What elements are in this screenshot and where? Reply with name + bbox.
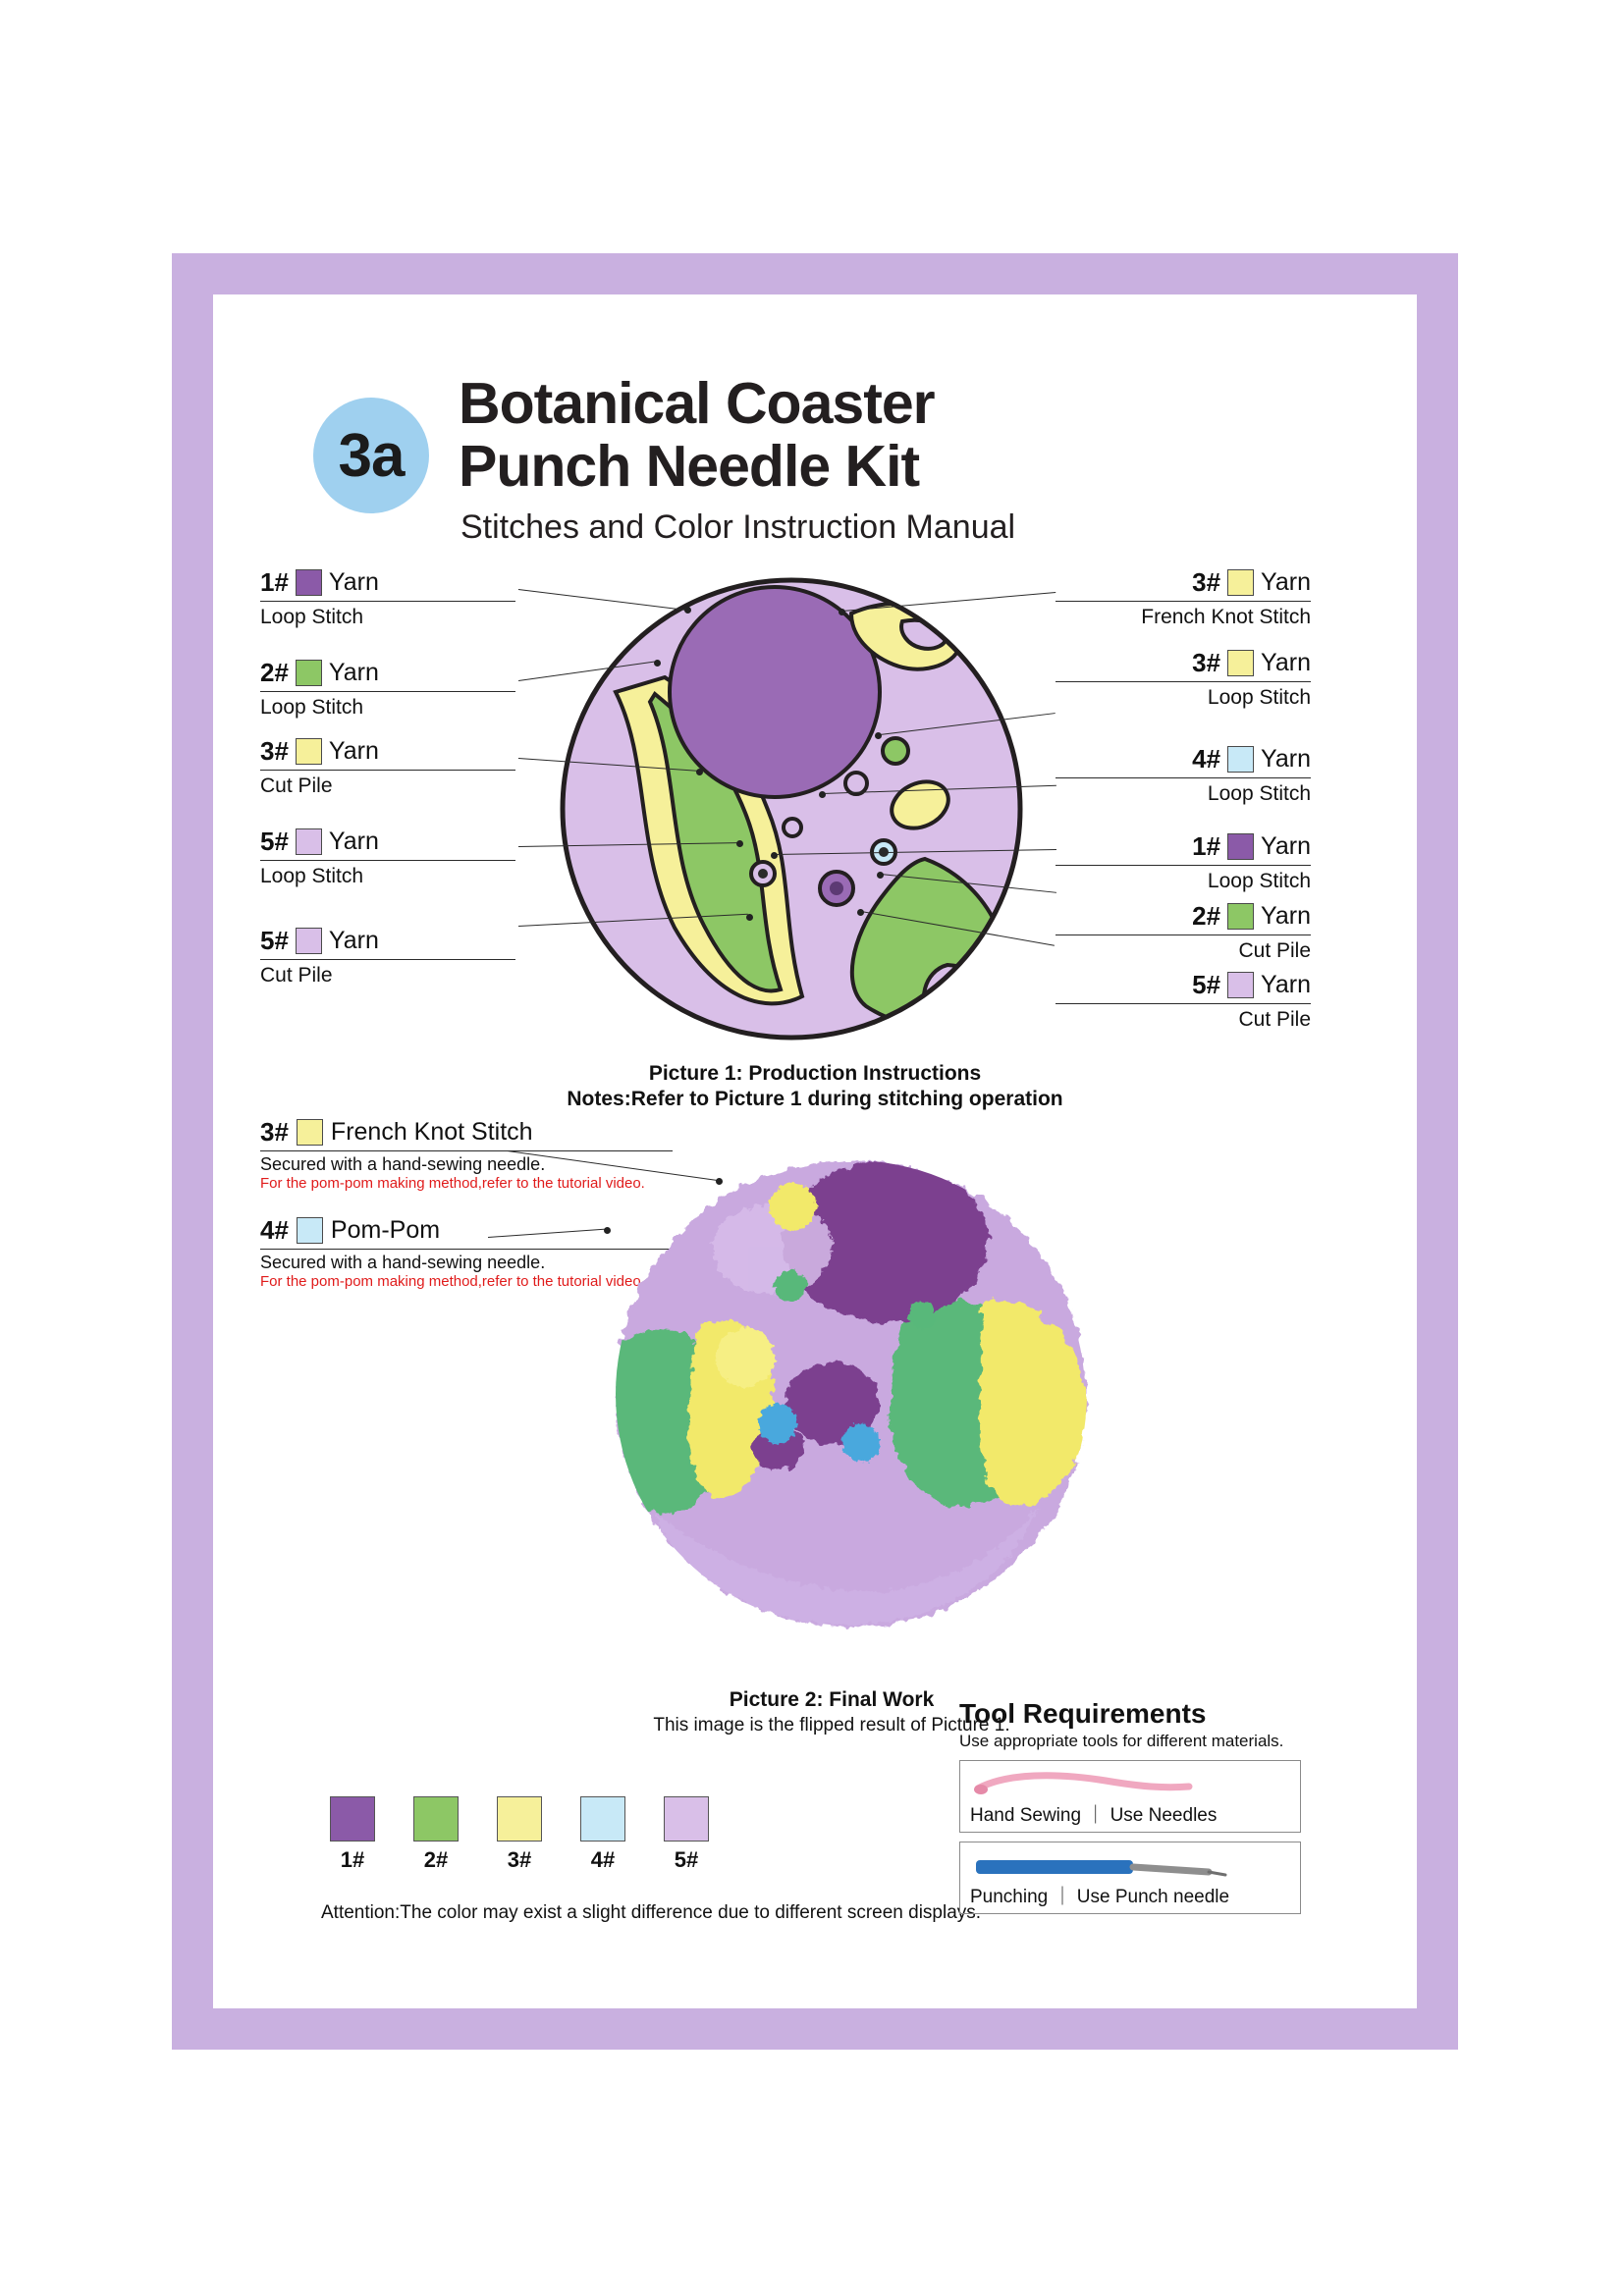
callout-yarn-label: Yarn (328, 737, 379, 765)
tool-requirements (959, 1698, 1301, 1914)
color-swatch (580, 1796, 625, 1842)
callout-stitch: French Knot Stitch (1141, 606, 1311, 628)
callout-number: 2# (1192, 901, 1221, 931)
legend-item-2 (405, 1796, 467, 1873)
tools-subtitle: Use appropriate tools for different materials. (959, 1732, 1284, 1750)
color-swatch (413, 1796, 459, 1842)
page-title-line2: Punch Needle Kit (459, 433, 920, 499)
picture2-photo (537, 1119, 1165, 1654)
color-swatch (297, 1217, 323, 1244)
leader-dot (819, 791, 826, 798)
leader-dot (875, 732, 882, 739)
picture1-diagram (557, 574, 1026, 1043)
callout-yarn-label: Yarn (1261, 902, 1311, 930)
picture2-caption: Picture 2: Final Work (729, 1688, 935, 1711)
callout-yarn-label: Yarn (1261, 832, 1311, 860)
picture2-note: This image is the flipped result of Picture 1. (653, 1715, 1010, 1735)
color-swatch (296, 928, 322, 954)
attention-note: Attention:The color may exist a slight difference due to different screen displays. (321, 1902, 982, 1923)
kit-number-badge: 3a (313, 398, 429, 513)
callout-stitch: Loop Stitch (260, 606, 364, 628)
note-label: Pom-Pom (330, 1216, 441, 1244)
legend-label: 4# (590, 1847, 616, 1872)
callout-stitch: Loop Stitch (1207, 782, 1311, 805)
legend-label: 2# (423, 1847, 449, 1872)
leader-dot (839, 609, 845, 615)
callout-number: 3# (1192, 648, 1221, 677)
page-title-line1: Botanical Coaster (459, 371, 935, 436)
punch-needle-icon (968, 1848, 1263, 1884)
tool-row-punching (959, 1842, 1301, 1914)
callout-yarn-label: Yarn (328, 927, 379, 954)
callout-left-4 (260, 827, 515, 888)
tool-label: Hand Sewing ｜ Use Needles (970, 1805, 1218, 1826)
callout-number: 1# (260, 567, 289, 597)
legend-item-4 (571, 1796, 634, 1873)
callout-right-2 (1056, 648, 1311, 710)
callout-right-6 (1056, 970, 1311, 1032)
leader-dot (654, 660, 661, 667)
callout-yarn-label: Yarn (1261, 745, 1311, 773)
legend-item-3 (488, 1796, 551, 1873)
callout-number: 3# (260, 736, 289, 766)
callout-stitch: Cut Pile (1238, 1008, 1311, 1031)
callout-right-1 (1056, 567, 1311, 629)
color-swatch (296, 569, 322, 596)
callout-yarn-label: Yarn (1261, 568, 1311, 596)
color-swatch (1227, 833, 1254, 860)
leader-dot (771, 852, 778, 859)
leader-dot (857, 909, 864, 916)
legend-label: 5# (674, 1847, 699, 1872)
color-swatch (297, 1119, 323, 1146)
callout-left-5 (260, 926, 515, 988)
callout-yarn-label: Yarn (1261, 971, 1311, 998)
callout-stitch: Loop Stitch (1207, 870, 1311, 892)
note-line2: For the pom-pom making method,refer to the tutorial video. (260, 1273, 645, 1290)
legend-item-5 (655, 1796, 718, 1873)
callout-stitch: Cut Pile (260, 964, 333, 987)
callout-left-1 (260, 567, 515, 629)
callout-yarn-label: Yarn (1261, 649, 1311, 676)
legend-label: 3# (507, 1847, 532, 1872)
callout-stitch: Cut Pile (1238, 939, 1311, 962)
sewing-needle-icon (968, 1767, 1263, 1802)
callout-stitch: Loop Stitch (1207, 686, 1311, 709)
tool-label: Punching ｜ Use Punch needle (970, 1887, 1230, 1907)
picture1-caption: Picture 1: Production Instructions (648, 1062, 982, 1085)
color-swatch (296, 738, 322, 765)
tool-row-hand-sewing (959, 1760, 1301, 1833)
callout-number: 2# (260, 658, 289, 687)
leader-dot (877, 872, 884, 879)
leader-dot (696, 769, 703, 775)
picture1-note: Notes:Refer to Picture 1 during stitching operation (567, 1088, 1063, 1110)
callout-right-4 (1056, 831, 1311, 893)
callout-right-5 (1056, 901, 1311, 963)
callout-number: 5# (260, 926, 289, 955)
page-subtitle: Stitches and Color Instruction Manual (460, 508, 1016, 546)
tools-title: Tool Requirements (959, 1698, 1207, 1729)
callout-number: 3# (1192, 567, 1221, 597)
color-swatch (330, 1796, 375, 1842)
callout-stitch: Loop Stitch (260, 696, 364, 719)
note-line1: Secured with a hand-sewing needle. (260, 1154, 546, 1174)
callout-stitch: Cut Pile (260, 774, 333, 797)
callout-number: 5# (260, 827, 289, 856)
note-label: French Knot Stitch (330, 1118, 533, 1146)
instruction-sheet (213, 294, 1417, 2008)
color-swatch (296, 828, 322, 855)
callout-stitch: Loop Stitch (260, 865, 364, 887)
callout-number: 5# (1192, 970, 1221, 999)
color-swatch (296, 660, 322, 686)
callout-left-3 (260, 736, 515, 798)
note-number: 4# (260, 1215, 289, 1245)
color-swatch (664, 1796, 709, 1842)
callout-left-2 (260, 658, 515, 720)
color-swatch (497, 1796, 542, 1842)
leader-dot (736, 840, 743, 847)
color-swatch (1227, 746, 1254, 773)
color-swatch (1227, 903, 1254, 930)
color-swatch (1227, 972, 1254, 998)
callout-right-3 (1056, 744, 1311, 806)
page-title (459, 373, 935, 498)
callout-number: 4# (1192, 744, 1221, 774)
note-number: 3# (260, 1117, 289, 1147)
leader-dot (746, 914, 753, 921)
note-line1: Secured with a hand-sewing needle. (260, 1253, 546, 1272)
color-swatch (1227, 650, 1254, 676)
color-swatch (1227, 569, 1254, 596)
note-line2: For the pom-pom making method,refer to the tutorial video. (260, 1175, 645, 1192)
legend-label: 1# (340, 1847, 365, 1872)
callout-yarn-label: Yarn (328, 828, 379, 855)
legend-item-1 (321, 1796, 384, 1873)
callout-number: 1# (1192, 831, 1221, 861)
instruction-sheet-border (172, 253, 1458, 2050)
leader-dot (684, 607, 691, 614)
callout-yarn-label: Yarn (328, 568, 379, 596)
callout-yarn-label: Yarn (328, 659, 379, 686)
